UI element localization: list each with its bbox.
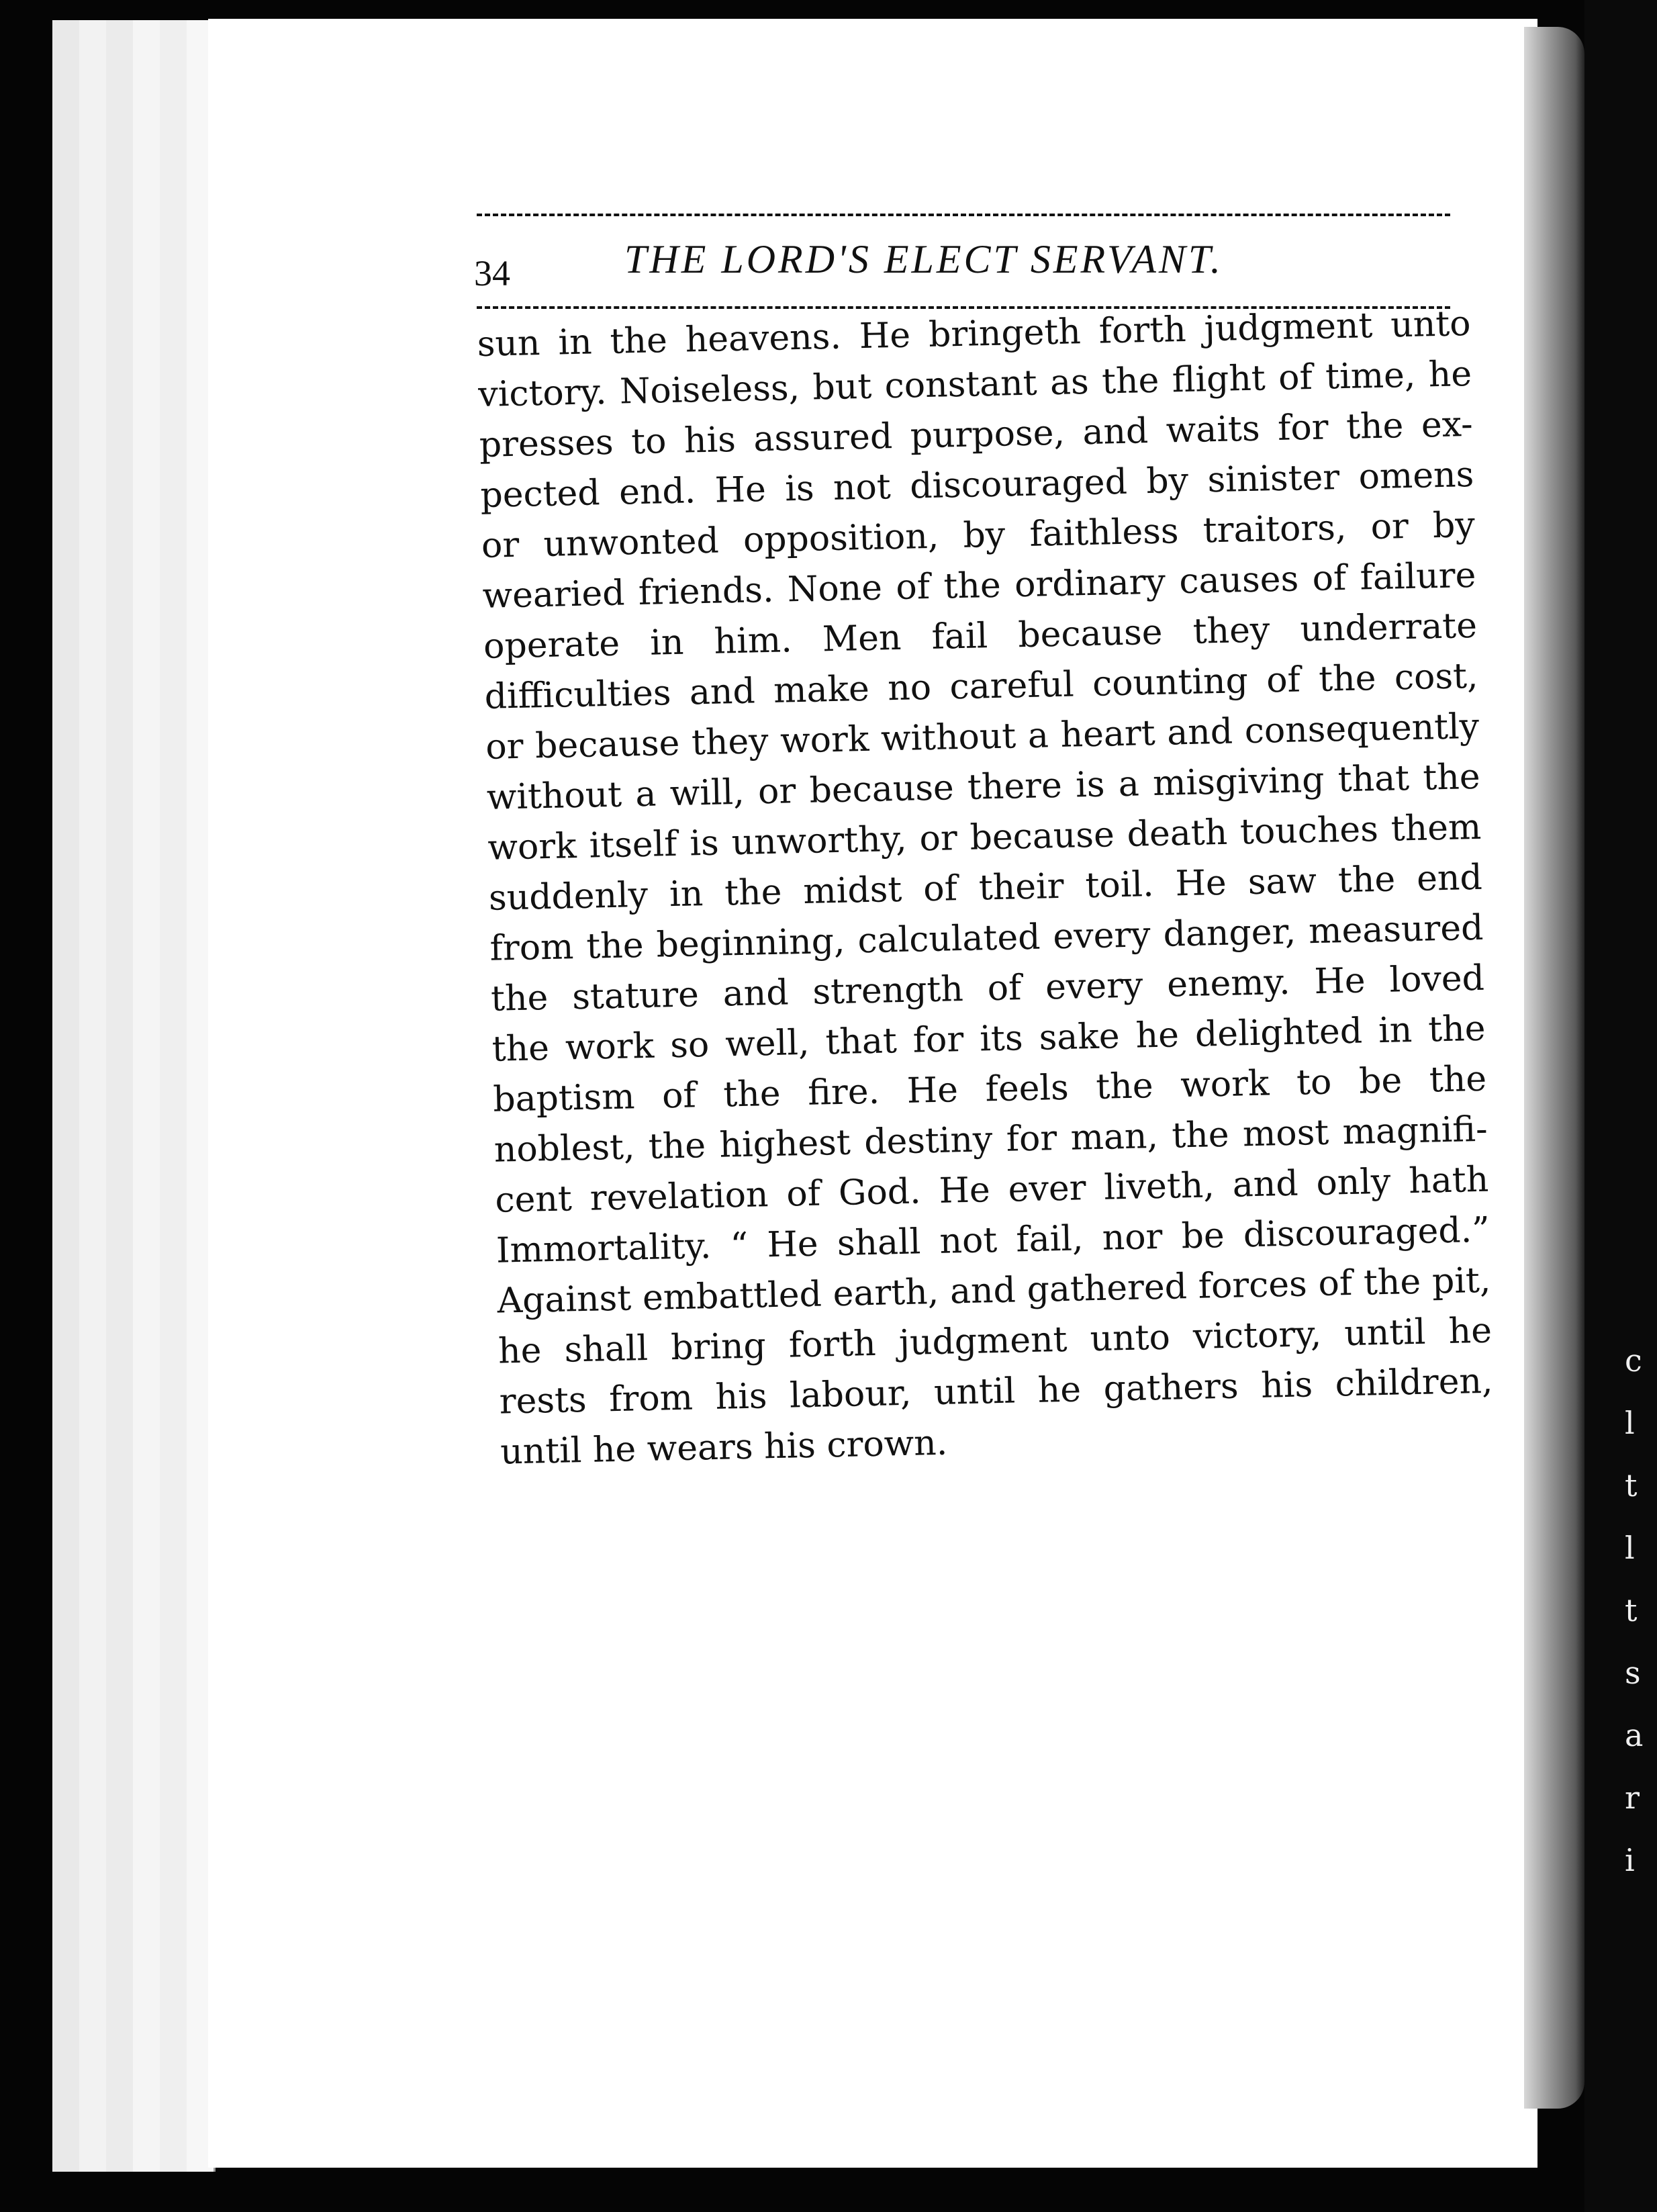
- text-line: sun in the heavens. He bringeth forth judgment unto: [477, 304, 1472, 365]
- text-line: wearied friends. None of the ordinary causes of failure: [482, 555, 1476, 616]
- text-line: until he wears his crown.: [500, 1422, 948, 1473]
- text-line: Against embattled earth, and gathered forces of the pit,: [496, 1260, 1491, 1322]
- text-line: baptism of the fire. He feels the work to be the: [492, 1058, 1487, 1120]
- page-gutter: [1524, 27, 1584, 2109]
- text-line: or unwonted opposition, by faithless traitors, or by: [481, 504, 1476, 566]
- page-number: 34: [474, 253, 510, 293]
- facing-letter: r: [1625, 1780, 1640, 1816]
- page-edge: [52, 20, 81, 2172]
- page-edge: [160, 20, 189, 2172]
- page-edge: [79, 20, 108, 2172]
- text-line: noblest, the highest destiny for man, the most magnifi-: [493, 1109, 1488, 1170]
- page-edge: [133, 20, 162, 2172]
- text-line: from the beginning, calculated every danger, measured: [489, 907, 1484, 969]
- body-text: [477, 299, 1495, 1478]
- page-edge: [106, 20, 135, 2172]
- text-line: suddenly in the midst of their toil. He saw the end: [488, 857, 1483, 919]
- facing-letter: l: [1625, 1405, 1635, 1441]
- facing-letter: s: [1625, 1655, 1641, 1691]
- text-line: cent revelation of God. He ever liveth, and only hath: [494, 1159, 1489, 1221]
- facing-page-letters: [1625, 1330, 1657, 1892]
- facing-letter: t: [1625, 1592, 1638, 1628]
- text-line: the stature and strength of every enemy. He loved: [490, 958, 1485, 1019]
- text-line: Immortality. “ He shall not fail, nor be discouraged.”: [495, 1209, 1490, 1271]
- text-line: work itself is unworthy, or because death touches them: [487, 807, 1482, 868]
- text-line: or because they work without a heart and consequently: [485, 706, 1480, 768]
- text-line: presses to his assured purpose, and waits for the ex-: [479, 404, 1474, 465]
- header-rule-top: [477, 214, 1450, 216]
- running-title: THE LORD'S ELECT SERVANT.: [624, 237, 1223, 281]
- facing-letter: i: [1625, 1842, 1635, 1878]
- text-line: pected end. He is not discouraged by sinister omens: [479, 454, 1474, 516]
- facing-letter: l: [1625, 1530, 1635, 1566]
- text-line: the work so well, that for its sake he delighted in the: [491, 1008, 1486, 1070]
- facing-letter: t: [1625, 1467, 1638, 1504]
- text-line: victory. Noiseless, but constant as the flight of time, he: [477, 353, 1472, 415]
- text-line: operate in him. Men fail because they underrate: [483, 605, 1478, 667]
- facing-letter: a: [1625, 1717, 1644, 1753]
- text-line: rests from his labour, until he gathers his children,: [499, 1361, 1494, 1422]
- text-line: difficulties and make no careful counting of the cost,: [484, 655, 1479, 717]
- text-line: without a will, or because there is a misgiving that the: [486, 756, 1481, 818]
- text-line: he shall bring forth judgment unto victory, until he: [498, 1310, 1493, 1372]
- facing-letter: c: [1625, 1342, 1642, 1379]
